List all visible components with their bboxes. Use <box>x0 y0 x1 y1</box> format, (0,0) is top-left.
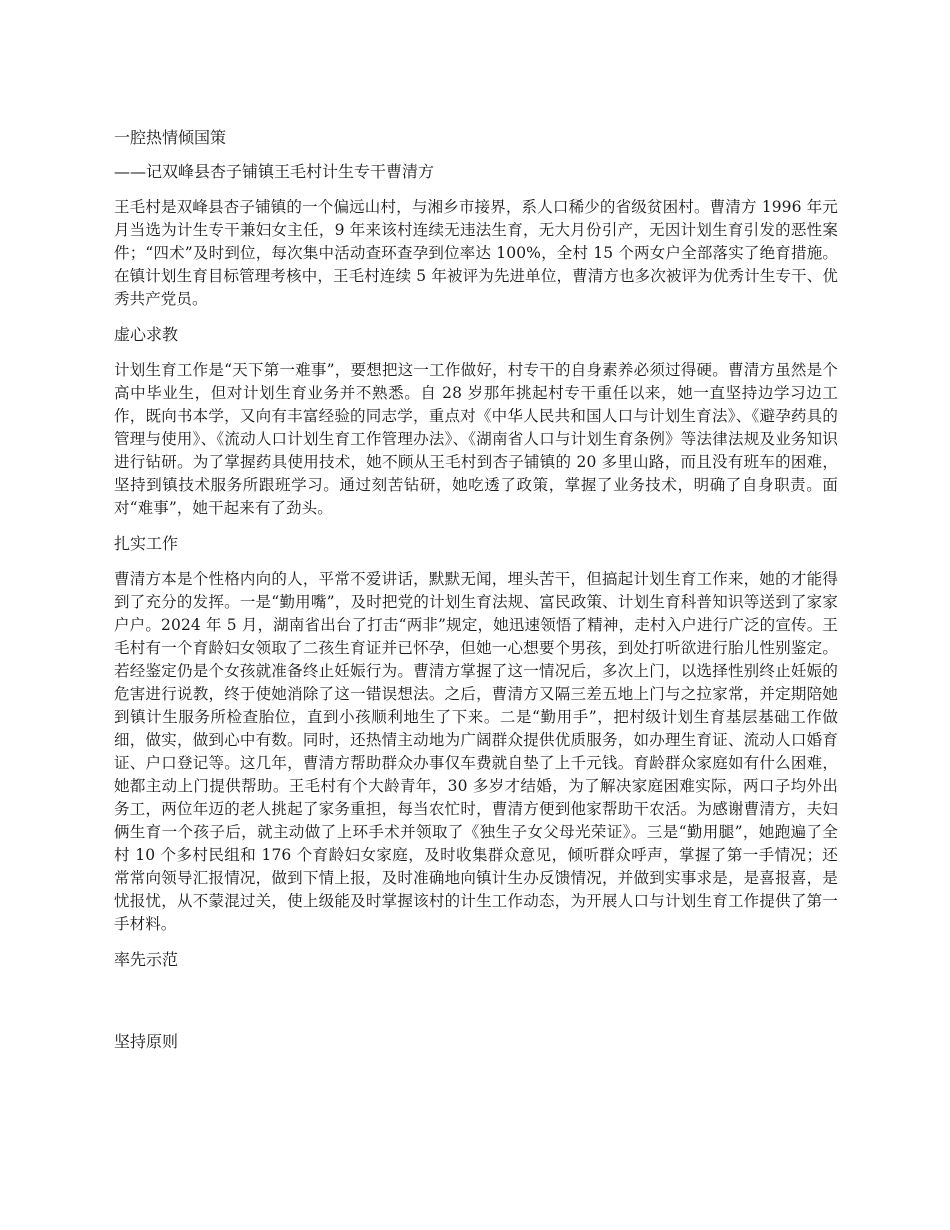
intro-paragraph: 王毛村是双峰县杏子铺镇的一个偏远山村，与湘乡市接界，系人口稀少的省级贫困村。曹清方 1996 年元月当选为计生专干兼妇女主任，9 年来该村连续无违法生育，无大月份引产，无因计划生育引发的恶性案件；“四术”及时到位，每次集中活动查环查孕到位率达 100%，全村 15 个两女户全部落实了绝育措施。在镇计划生育目标管理考核中，王毛村连续 5 年被评为先进单位，曹清方也多次被评为优秀计生专干、优秀共产党员。 <box>114 198 838 308</box>
section-paragraph: 曹清方本是个性格内向的人，平常不爱讲话，默默无闻，埋头苦干，但搞起计划生育工作来，她的才能得到了充分的发挥。一是“勤用嘴”，及时把党的计划生育法规、富民政策、计划生育科普知识等送到了家家户户。2024 年 5 月，湖南省出台了打击“两非”规定，她迅速领悟了精神，走村入户进行广泛的宣传。王毛村有一个育龄妇女领取了二孩生育证并已怀孕，但她一心想要个男孩，到处打听欲进行胎儿性别鉴定。若经鉴定仍是个女孩就准备终止妊娠行为。曹清方掌握了这一情况后，多次上门，以选择性别终止妊娠的危害进行说教，终于使她消除了这一错误想法。之后，曹清方又隔三差五地上门与之拉家常，并定期陪她到镇计生服务所检查胎位，直到小孩顺利地生了下来。二是“勤用手”，把村级计划生育基层基础工作做细，做实，做到心中有数。同时，还热情主动地为广阔群众提供优质服务，如办理生育证、流动人口婚育证、户口登记等。这几年，曹清方帮助群众办事仅车费就自垫了上千元钱。育龄群众家庭如有什么困难，她都主动上门提供帮助。王毛村有个大龄青年，30 多岁才结婚，为了解决家庭困难实际，两口子均外出务工，两位年迈的老人挑起了家务重担，每当农忙时，曹清方便到他家帮助干农活。为感谢曹清方，夫妇俩生育一个孩子后，就主动做了上环手术并领取了《独生子女父母光荣证》。三是“勤用腿”，她跑遍了全村 10 个多村民组和 176 个育龄妇女家庭，及时收集群众意见，倾听群众呼声，掌握了第一手情况；还常常向领导汇报情况，做到下情上报，及时准确地向镇计生办反馈情况，并做到实事求是，是喜报喜，是忧报忧，从不蒙混过关，使上级能及时掌握该村的计生工作动态，为开展人口与计划生育工作提供了第一手材料。 <box>114 570 838 933</box>
section-heading: 率先示范 <box>114 950 179 969</box>
document-subtitle: ——记双峰县杏子铺镇王毛村计生专干曹清方 <box>114 162 435 181</box>
section-paragraph: 计划生育工作是“天下第一难事”，要想把这一工作做好，村专干的自身素养必须过得硬。曹清方虽然是个高中毕业生，但对计划生育业务并不熟悉。自 28 岁那年挑起村专干重任以来，她一直坚持边学习边工作，既向书本学，又向有丰富经验的同志学，重点对《中华人民共和国人口与计划生育法》、《避孕药具的管理与使用》、《流动人口计划生育工作管理办法》、《湖南省人口与计划生育条例》等法律法规及业务知识进行钻研。为了掌握药具使用技术，她不顾从王毛村到杏子铺镇的 20 多里山路，而且没有班车的困难，坚持到镇技术服务所跟班学习。通过刻苦钻研，她吃透了政策，掌握了业务技术，明确了自身职责。面对“难事”，她干起来有了劲头。 <box>114 361 838 517</box>
document-page <box>114 120 838 1054</box>
section-heading: 扎实工作 <box>114 534 179 553</box>
section-heading: 虚心求教 <box>114 325 179 344</box>
document-title: 一腔热情倾国策 <box>114 128 227 147</box>
section-heading: 坚持原则 <box>114 1032 179 1051</box>
